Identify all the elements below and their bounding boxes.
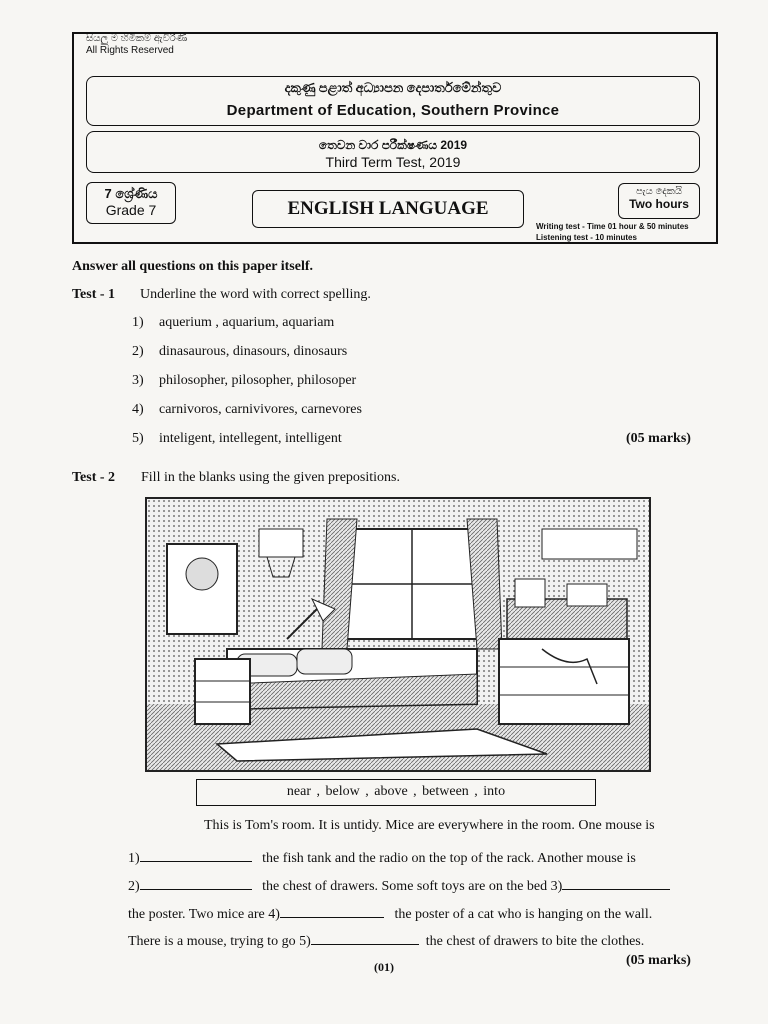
test2-paragraph-line1: This is Tom's room. It is untidy. Mice are everywhere in the room. One mouse is	[204, 818, 655, 833]
blank2-text-after: the chest of drawers. Some soft toys are on the bed 3)	[262, 879, 563, 894]
test1-item-text: dinasaurous, dinasours, dinosaurs	[159, 344, 348, 359]
writing-time: Writing test - Time 01 hour & 50 minutes	[536, 222, 689, 231]
test2-paragraph-line3	[128, 875, 728, 895]
test1-item-num: 4)	[132, 402, 144, 417]
blank4-prefix: the poster. Two mice are 4)	[128, 907, 280, 922]
hours-english: Two hours	[629, 197, 689, 211]
blank1-text-after: the fish tank and the radio on the top of the rack. Another mouse is	[262, 851, 636, 866]
rights-english: All Rights Reserved	[86, 45, 174, 56]
test2-paragraph-line2	[128, 847, 718, 867]
instructions: Answer all questions on this paper itself.	[72, 259, 314, 274]
test1-item-num: 5)	[132, 431, 144, 446]
test1-item-text: carnivoros, carnivivores, carnevores	[159, 402, 362, 417]
blank5-text-after: the chest of drawers to bite the clothes.	[425, 934, 645, 949]
blank-1[interactable]	[140, 847, 252, 862]
blank-3[interactable]	[562, 875, 670, 890]
test2-label: Test - 2	[72, 470, 116, 485]
department-english: Department of Education, Southern Province	[226, 102, 560, 119]
blank-5[interactable]	[311, 930, 419, 945]
test1-item-num: 2)	[132, 344, 144, 359]
prepositions-box: near , below , above , between , into	[196, 779, 596, 806]
blank4-text-after: the poster of a cat who is hanging on the wall.	[394, 907, 653, 922]
test1-label: Test - 1	[72, 287, 116, 302]
test2-paragraph-line4	[128, 903, 728, 923]
test2-marks: (05 marks)	[626, 953, 691, 968]
page-number: (01)	[374, 960, 394, 974]
test1-item-text: aquerium , aquarium, aquariam	[159, 315, 335, 330]
test1-item-num: 1)	[132, 315, 144, 330]
blank5-prefix: There is a mouse, trying to go 5)	[128, 934, 311, 949]
rights-sinhala: සියලු ම හිමිකම් ඇවිරිණි	[86, 33, 188, 44]
blank-2[interactable]	[140, 875, 252, 890]
grade-sinhala: 7 ශ්‍රේණිය	[104, 186, 158, 201]
test1-item-text: inteligent, intellegent, intelligent	[159, 431, 342, 446]
blank1-number: 1)	[128, 851, 140, 866]
duration-box	[618, 183, 700, 219]
room-illustration	[145, 497, 651, 772]
department-sinhala: දකුණු පළාත් අධ්‍යාපන දෙපාර්තමේන්තුව	[284, 80, 502, 95]
term-sinhala: තෙවන වාර පරීක්ෂණය 2019	[318, 138, 468, 152]
hours-sinhala: පැය දෙකයි	[635, 186, 683, 197]
test1-item-num: 3)	[132, 373, 144, 388]
test2-paragraph-line5	[128, 930, 728, 950]
grade-english: Grade 7	[105, 202, 157, 218]
test1-item-text: philosopher, pilosopher, philosoper	[159, 373, 357, 388]
blank2-number: 2)	[128, 879, 140, 894]
test2-question: Fill in the blanks using the given prepositions.	[141, 470, 400, 485]
subject-title: ENGLISH LANGUAGE	[252, 190, 524, 228]
test-durations	[536, 221, 716, 243]
grade-box	[86, 182, 176, 224]
test1-question: Underline the word with correct spelling.	[140, 287, 371, 302]
blank-4[interactable]	[280, 903, 384, 918]
listening-time: Listening test - 10 minutes	[536, 233, 637, 242]
copyright-notice	[86, 33, 187, 57]
test1-marks: (05 marks)	[626, 431, 691, 446]
room-drawing	[147, 499, 649, 770]
term-english: Third Term Test, 2019	[325, 154, 461, 170]
